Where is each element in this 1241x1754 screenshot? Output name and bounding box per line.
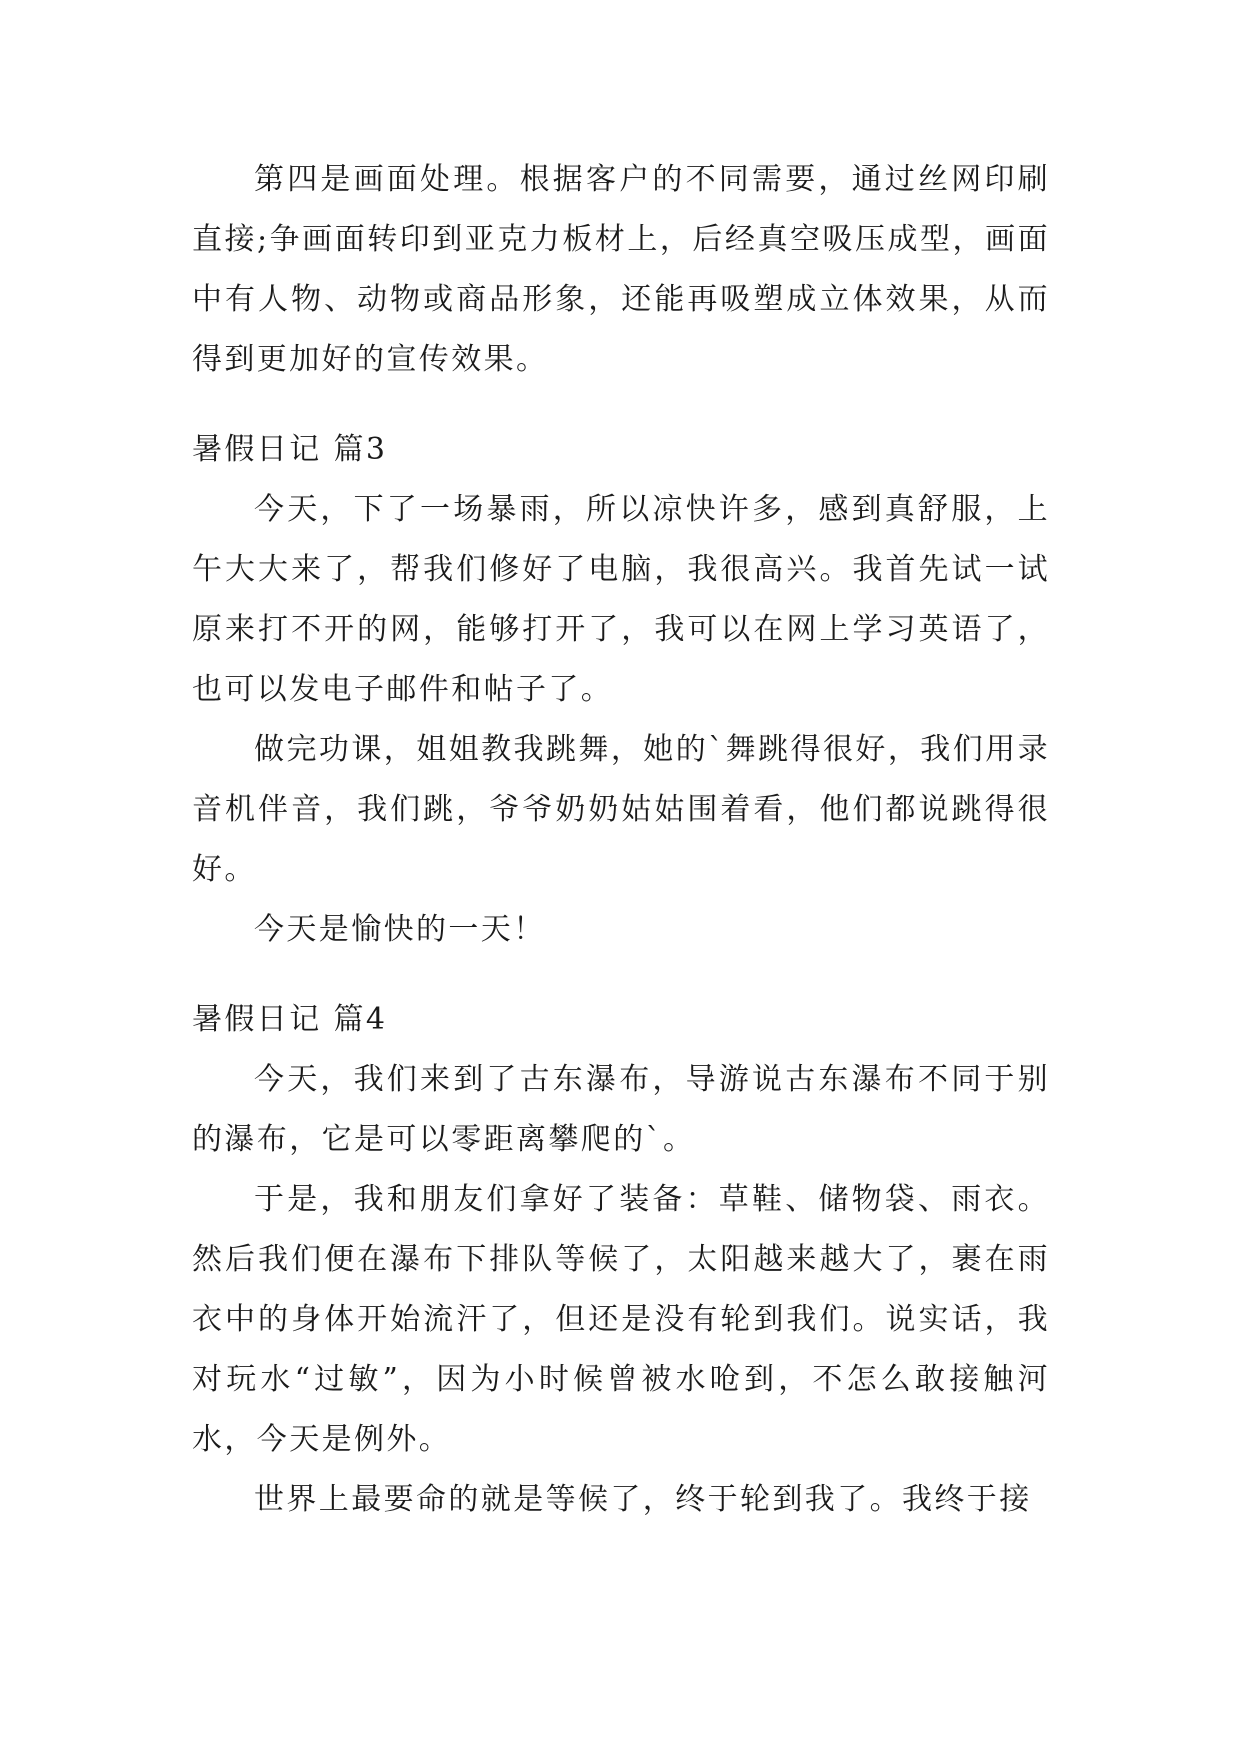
section-spacer (192, 960, 1050, 990)
section4-paragraph-2: 于是，我和朋友们拿好了装备：草鞋、储物袋、雨衣。然后我们便在瀑布下排队等候了，太阳越来越大了，裹在雨衣中的身体开始流汗了，但还是没有轮到我们。说实话，我对玩水“过敏”，因为小时候曾被水呛到，不怎么敢接触河水，今天是例外。 (192, 1182, 1050, 1457)
section-spacer (192, 390, 1050, 420)
intro-paragraph: 第四是画面处理。根据客户的不同需要，通过丝网印刷直接;争画面转印到亚克力板材上，后经真空吸压成型，画面中有人物、动物或商品形象，还能再吸塑成立体效果，从而得到更加好的宣传效果。 (192, 162, 1050, 377)
section3-paragraph-2: 做完功课，姐姐教我跳舞，她的`舞跳得很好，我们用录音机伴音，我们跳，爷爷奶奶姑姑围着看，他们都说跳得很好。 (192, 732, 1050, 887)
section3-paragraph-1: 今天，下了一场暴雨，所以凉快许多，感到真舒服，上午大大来了，帮我们修好了电脑，我很高兴。我首先试一试原来打不开的网，能够打开了，我可以在网上学习英语了，也可以发电子邮件和帖子了。 (192, 492, 1050, 707)
section-heading-4: 暑假日记 篇4 (192, 1002, 388, 1037)
section3-paragraph-3: 今天是愉快的一天！ (254, 912, 546, 947)
section-heading-3: 暑假日记 篇3 (192, 432, 388, 467)
document-body (192, 150, 1050, 1530)
section4-paragraph-3: 世界上最要命的就是等候了，终于轮到我了。我终于接 (254, 1482, 1032, 1517)
section4-paragraph-1: 今天，我们来到了古东瀑布，导游说古东瀑布不同于别的瀑布，它是可以零距离攀爬的`。 (192, 1062, 1050, 1157)
